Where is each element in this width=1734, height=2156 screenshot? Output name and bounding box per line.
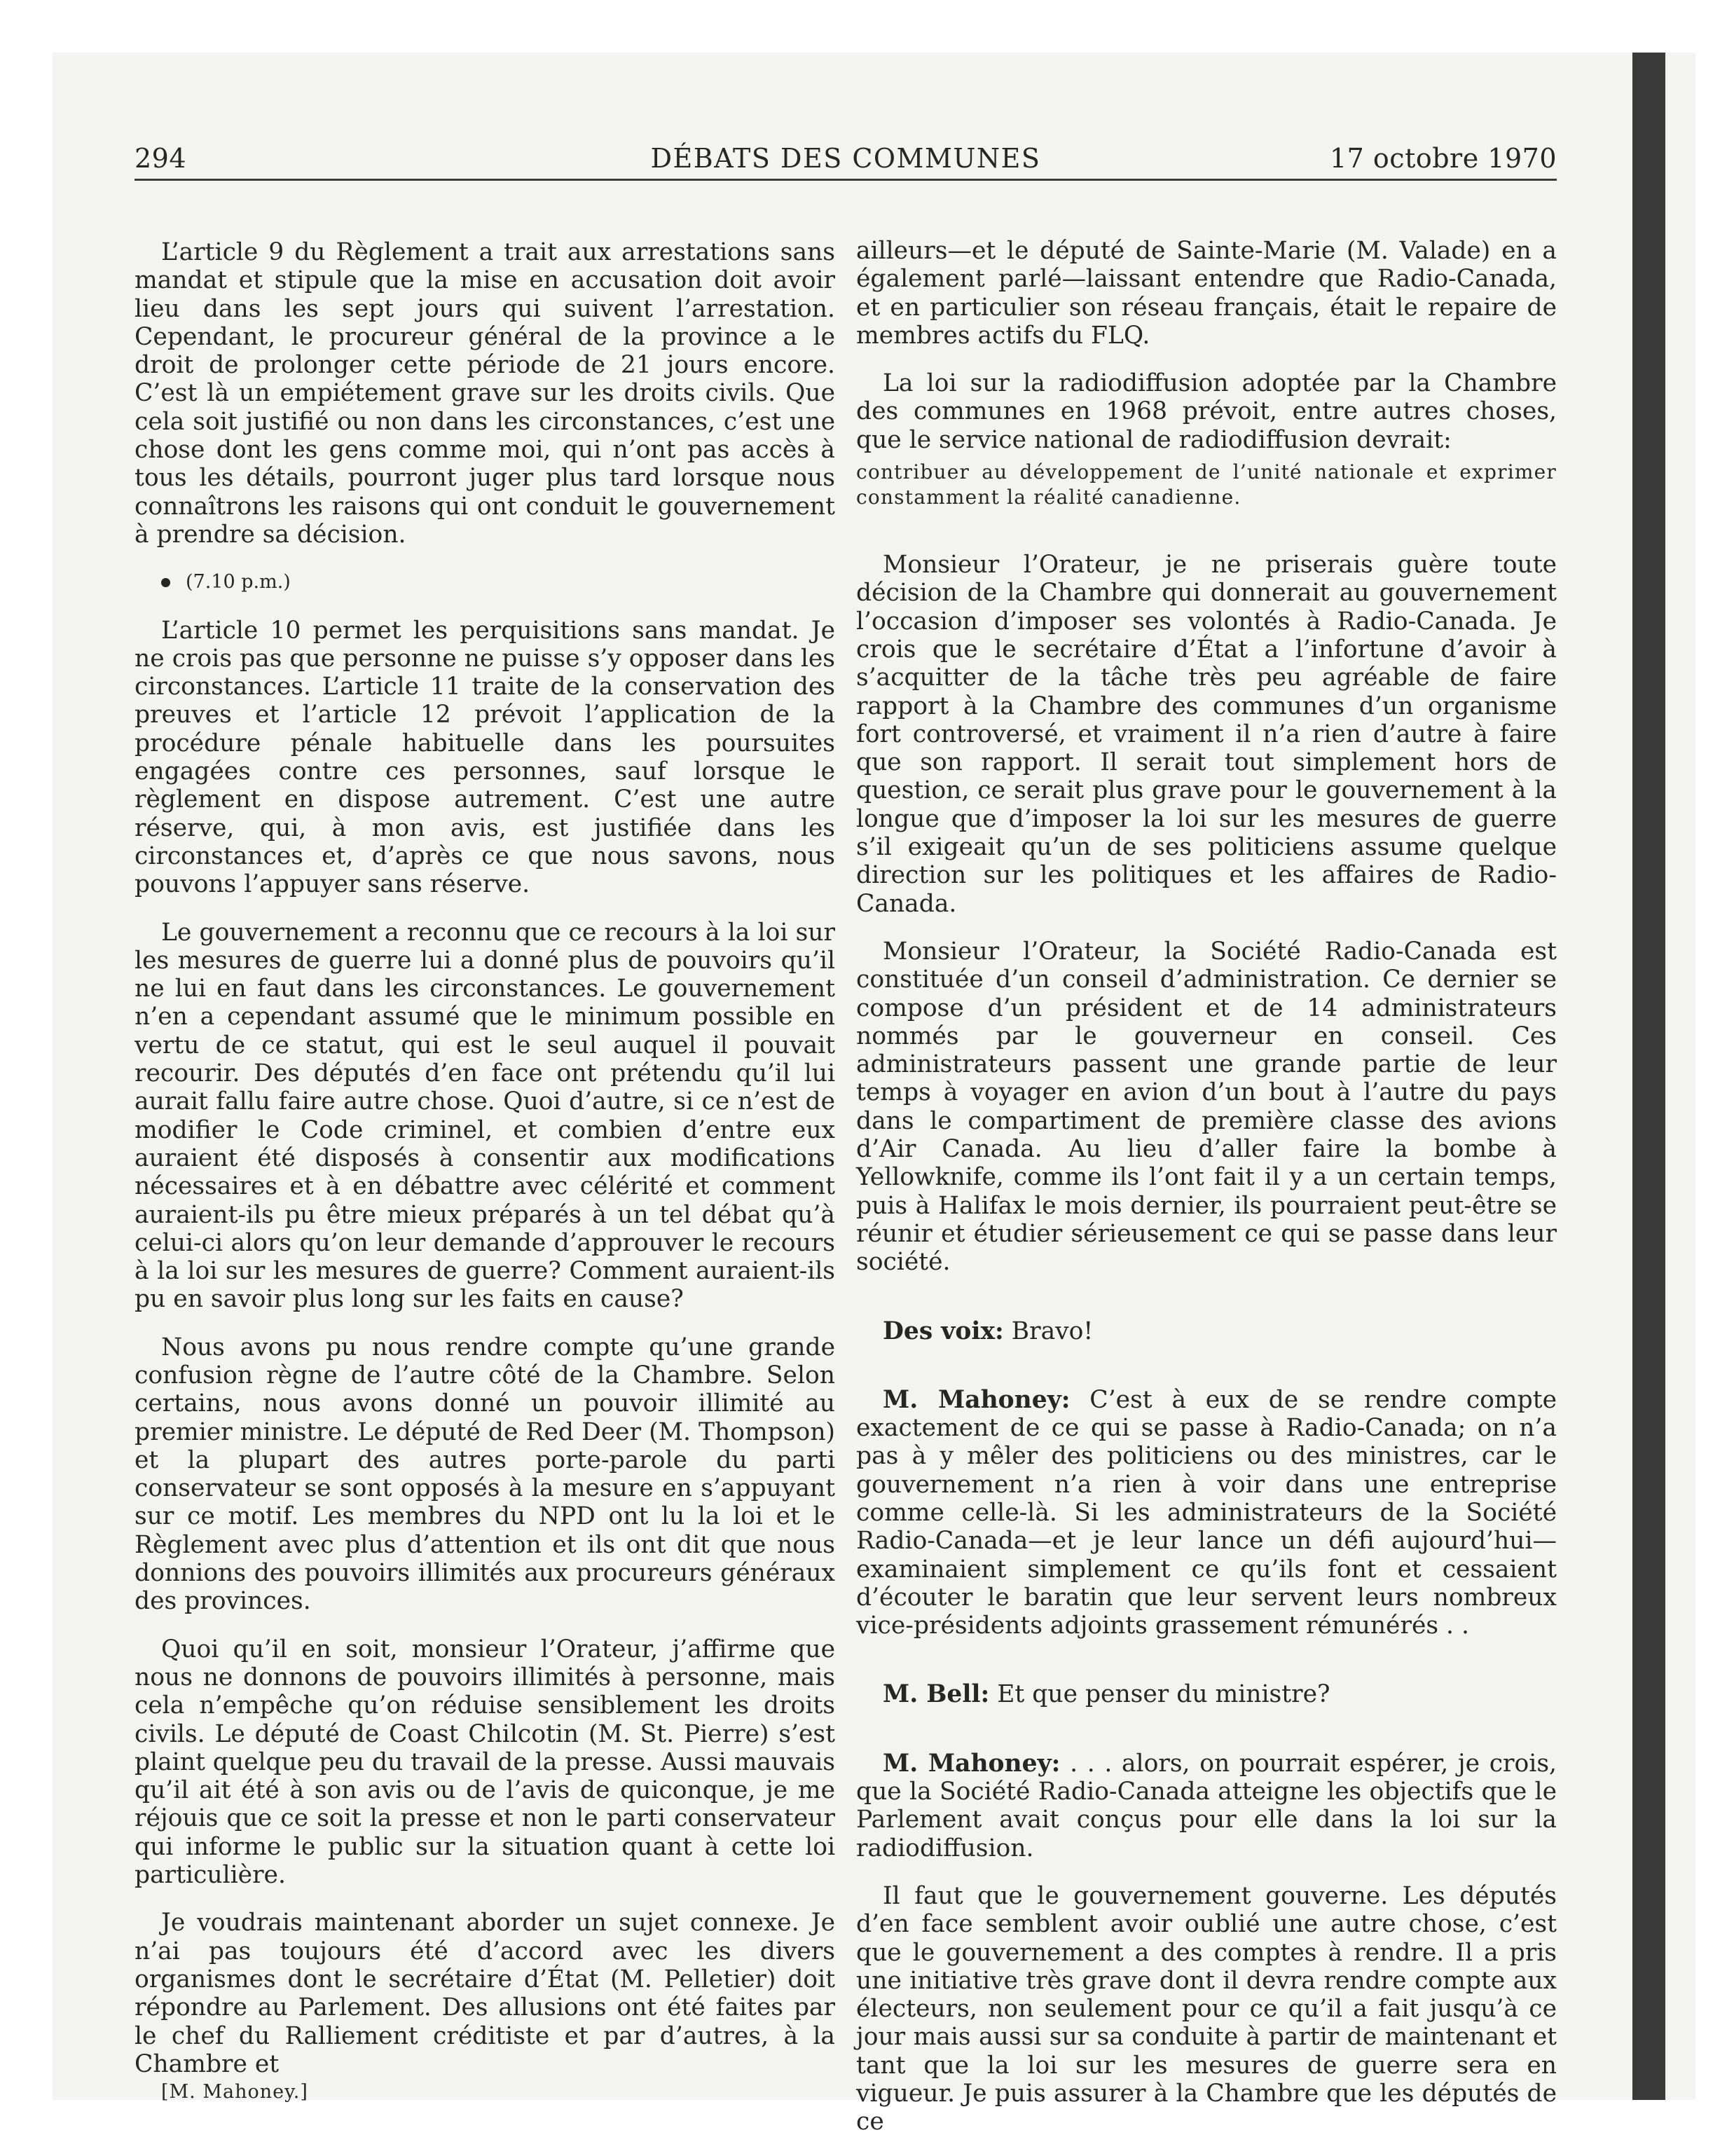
page-date: 17 octobre 1970 bbox=[1329, 143, 1557, 174]
speaker-name: Des voix: bbox=[883, 1317, 1004, 1345]
speech-text: Bravo! bbox=[1011, 1317, 1094, 1345]
speech-text: Et que penser du ministre? bbox=[997, 1680, 1330, 1709]
speaker-name: M. Bell: bbox=[883, 1680, 990, 1709]
paragraph: ailleurs—et le député de Sainte-Marie (M. Valade) en a également parlé—laissant entendre que Radio-Canada, et en particulier son réseau français, était le repaire de membres actifs du FLQ. bbox=[856, 237, 1557, 350]
speaker-name: M. Mahoney: bbox=[883, 1749, 1061, 1778]
speech-mahoney-2 bbox=[856, 1750, 1557, 1862]
paragraph: Quoi qu’il en soit, monsieur l’Orateur, j’affirme que nous ne donnons de pouvoirs illimités à personne, mais cela n’empêche qu’on réduise sensiblement les droits civils. Le député de Coast Chilcotin (M. St. Pierre) s’est plaint quelque peu du travail de la presse. Aussi mauvais qu’il ait été à son avis ou de l’avis de quiconque, je me réjouis que ce soit la presse et non le parti conservateur qui informe le public sur la situation quant à cette loi particulière. bbox=[135, 1635, 835, 1890]
speech-text: C’est à eux de se rendre compte exactement de ce qui se passe à Radio-Canada; on n’a pas à y mêler des politiciens ou des ministres, car le gouvernement n’a rien à voir dans une entreprise comme celle-là. Si les administrateurs de la Société Radio-Canada—et je leur lance un défi aujourd’hui—examinaient simplement ce qu’ils font et cessaient d’écouter le baratin que leur servent leurs nombreux vice-présidents adjoints grassement rémunérés . . bbox=[856, 1385, 1557, 1640]
paragraph: Nous avons pu nous rendre compte qu’une grande confusion règne de l’autre côté de la Chambre. Selon certains, nous avons donné un pouvoir illimité au premier ministre. Le député de Red Deer (M. Thompson) et la plupart des autres porte-parole du parti conservateur se sont opposés à la mesure en s’appuyant sur ce motif. Les membres du NPD ont lu la loi et le Règlement avec plus d’attention et ils ont dit que nous donnions des pouvoirs illimités aux procureurs généraux des provinces. bbox=[135, 1333, 835, 1616]
page-title: DÉBATS DES COMMUNES bbox=[650, 143, 1041, 174]
speech-mahoney-1 bbox=[856, 1386, 1557, 1640]
time-note-text: (7.10 p.m.) bbox=[186, 571, 291, 593]
block-quote: contribuer au développement de l’unité nationale et exprimer constamment la réalité canadienne. bbox=[856, 460, 1557, 509]
scan-edge-bar bbox=[1632, 53, 1665, 2100]
paragraph: Je voudrais maintenant aborder un sujet connexe. Je n’ai pas toujours été d’accord avec les divers organismes dont le secrétaire d’État (M. Pelletier) doit répondre au Parlement. Des allusions ont été faites par le chef du Ralliement créditiste et par d’autres, à la Chambre et bbox=[135, 1909, 835, 2078]
speech-bravo bbox=[856, 1317, 1557, 1345]
time-note bbox=[135, 568, 835, 596]
right-column bbox=[856, 237, 1557, 2156]
paragraph: Le gouvernement a reconnu que ce recours à la loi sur les mesures de guerre lui a donné plus de pouvoirs qu’il ne lui en faut dans les circonstances. Le gouvernement n’en a cependant assumé que le minimum possible en vertu de ce statut, qui est le seul auquel il pouvait recourir. Des députés d’en face ont prétendu qu’il lui aurait fallu faire autre chose. Quoi d’autre, si ce n’est de modifier le Code criminel, et combien d’entre eux auraient été disposés à consentir aux modifications nécessaires et à en débattre avec célérité et comment auraient-ils pu être mieux préparés à un tel débat qu’à celui-ci alors qu’on leur demande d’approuver le recours à la loi sur les mesures de guerre? Comment auraient-ils pu en savoir plus long sur les faits en cause? bbox=[135, 918, 835, 1314]
paragraph: L’article 10 permet les perquisitions sans mandat. Je ne crois pas que personne ne puisse s’y opposer dans les circonstances. L’article 11 traite de la conservation des preuves et l’article 12 prévoit l’application de la procédure pénale habituelle dans les poursuites engagées contre ces personnes, sauf lorsque le règlement en dispose autrement. C’est une autre réserve, qui, à mon avis, est justifiée dans les circonstances et, d’après ce que nous savons, nous pouvons l’appuyer sans réserve. bbox=[135, 616, 835, 899]
page-number: 294 bbox=[135, 143, 187, 174]
left-column bbox=[135, 238, 835, 2126]
paragraph: Il faut que le gouvernement gouverne. Les députés d’en face semblent avoir oublié une autre chose, c’est que le gouvernement a des comptes à rendre. Il a pris une initiative très grave dont il devra rendre compte aux électeurs, non seulement pour ce qu’il a fait jusqu’à ce jour mais aussi sur sa conduite à partir de maintenant et tant que la loi sur les mesures de guerre sera en vigueur. Je puis assurer à la Chambre que les députés de ce bbox=[856, 1881, 1557, 2136]
paragraph: La loi sur la radiodiffusion adoptée par la Chambre des communes en 1968 prévoit, entre autres choses, que le service national de radiodiffusion devrait: bbox=[856, 369, 1557, 454]
paragraph: Monsieur l’Orateur, la Société Radio-Canada est constituée d’un conseil d’administration. Ce dernier se compose d’un président et de 14 administrateurs nommés par le gouverneur en conseil. Ces administrateurs passent une grande partie de leur temps à voyager en avion d’un bout à l’autre du pays dans le compartiment de première classe des avions d’Air Canada. Au lieu d’aller faire la bombe à Yellowknife, comme ils l’ont fait il y a un certain temps, puis à Halifax le mois dernier, ils pourraient peut-être se réunir et étudier sérieusement ce qui se passe dans leur société. bbox=[856, 937, 1557, 1277]
header-rule bbox=[135, 179, 1557, 181]
speech-text: . . . alors, on pourrait espérer, je crois, que la Société Radio-Canada atteigne les objectifs que le Parlement avait conçus pour elle dans la loi sur la radiodiffusion. bbox=[856, 1749, 1557, 1862]
speaker-name: M. Mahoney: bbox=[883, 1385, 1071, 1414]
speech-bell bbox=[856, 1680, 1557, 1708]
paragraph: L’article 9 du Règlement a trait aux arrestations sans mandat et stipule que la mise en accusation doit avoir lieu dans les sept jours qui suivent l’arrestation. Cependant, le procureur général de la province a le droit de prolonger cette période de 21 jours encore. C’est là un empiétement grave sur les droits civils. Que cela soit justifié ou non dans les circonstances, c’est une chose dont les gens comme moi, qui n’ont pas accès à tous les détails, pourront juger plus tard lorsque nous connaîtrons les raisons qui ont conduit le gouvernement à prendre sa décision. bbox=[135, 238, 835, 549]
speaker-citation: [M. Mahoney.] bbox=[161, 2081, 308, 2103]
bullet-icon bbox=[161, 578, 170, 587]
page-header bbox=[135, 139, 1557, 181]
paragraph: Monsieur l’Orateur, je ne priserais guère toute décision de la Chambre qui donnerait au gouvernement l’occasion d’imposer ses volontés à Radio-Canada. Je crois que le secrétaire d’État a l’infortune d’avoir à s’acquitter de la tâche très peu agréable de faire rapport à la Chambre des communes d’un organisme fort controversé, et vraiment il n’a rien d’autre à faire que son rapport. Il serait tout simplement hors de question, ce serait plus grave pour le gouvernement à la longue que d’imposer la loi sur les mesures de guerre s’il exigeait qu’un de ses politiciens assume quelque direction sur les politiques et les affaires de Radio-Canada. bbox=[856, 551, 1557, 918]
